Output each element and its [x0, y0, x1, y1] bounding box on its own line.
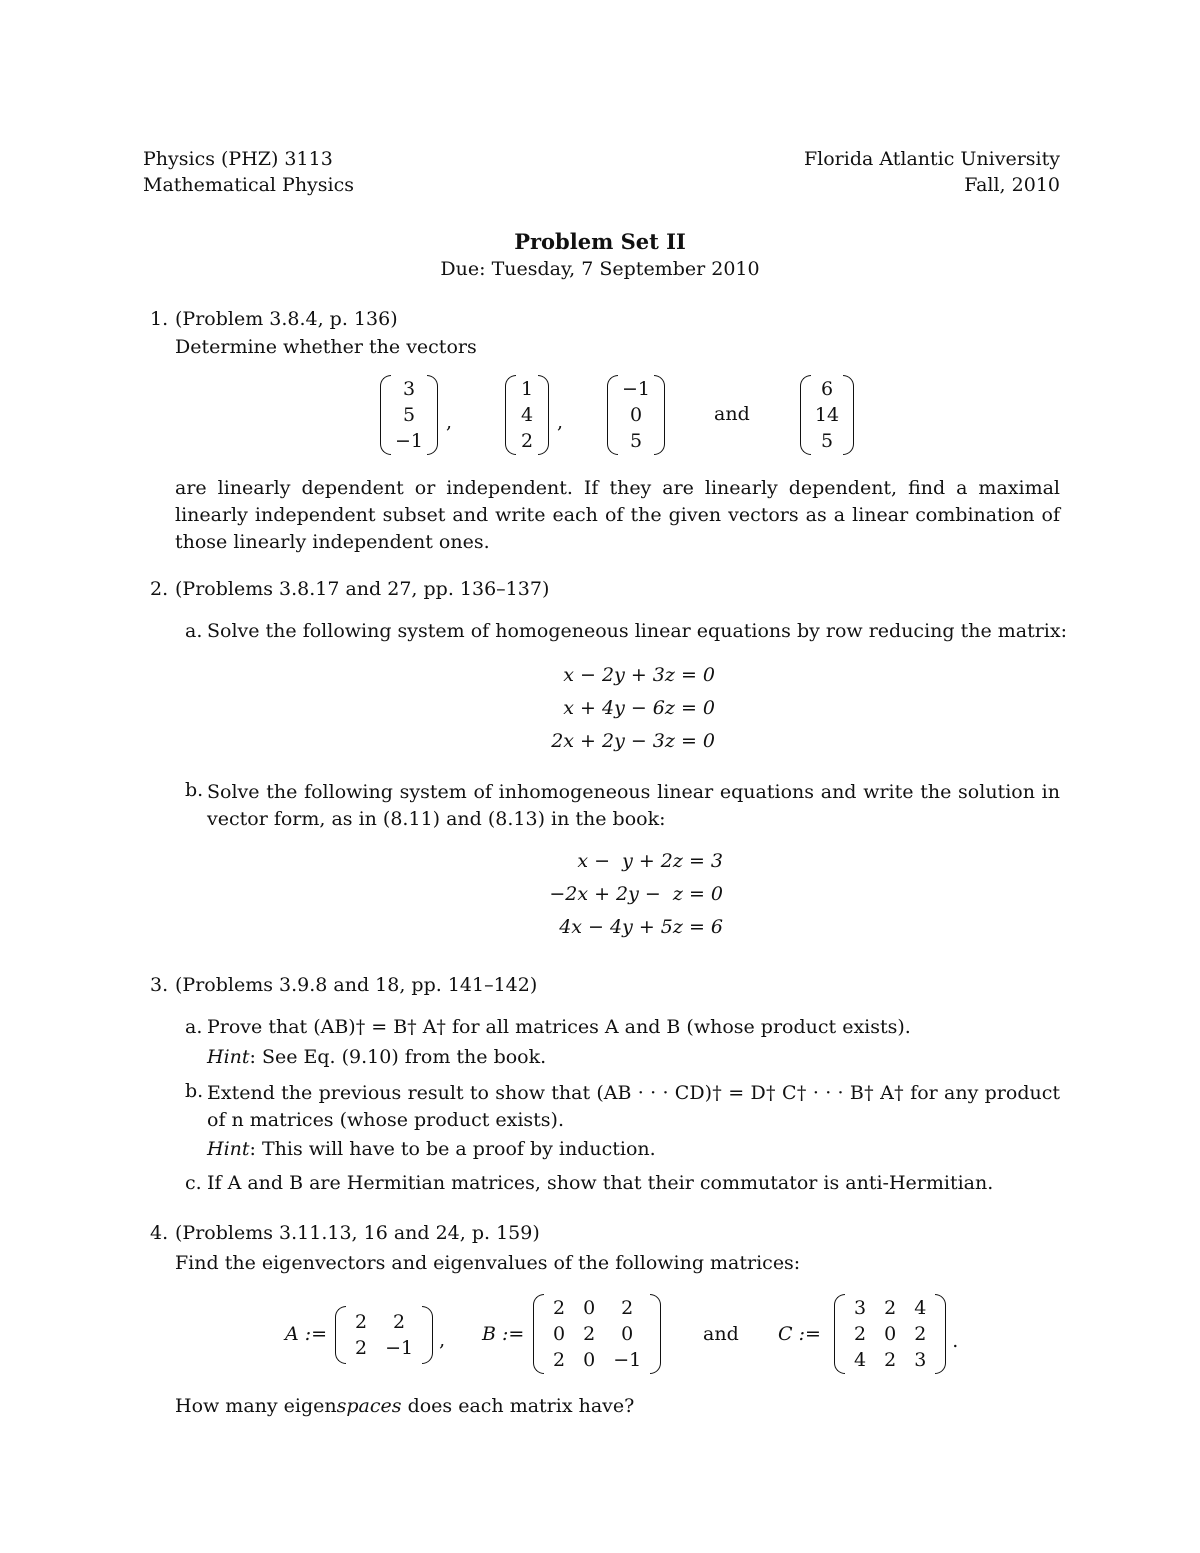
problem-2a-text: Solve the following system of homogeneous linear equations by row reducing the matrix:	[207, 620, 1068, 642]
problem-3-ref: (Problems 3.9.8 and 18, pp. 141–142)	[175, 974, 538, 996]
problem-4-question: How many eigenspaces does each matrix have?	[175, 1395, 635, 1417]
equation-2a-2: x + 4y − 6z = 0	[563, 697, 715, 719]
problem-3c-label: c.	[185, 1172, 202, 1194]
matrix-B-label: B :=	[482, 1323, 525, 1345]
problem-3c-text: If A and B are Hermitian matrices, show that their commutator is anti-Hermitian.	[207, 1172, 994, 1194]
matrix-C: 3 2 4 2 0 2 4 2 3 .	[834, 1294, 958, 1374]
university: Florida Atlantic University	[803, 148, 1060, 170]
equation-2a-1: x − 2y + 3z = 0	[563, 664, 715, 686]
course-code: Physics (PHZ) 3113	[143, 148, 333, 170]
problem-2a-label: a.	[185, 620, 203, 642]
matrix-A: 2 2 2 −1 ,	[335, 1306, 445, 1364]
course-subject: Mathematical Physics	[143, 174, 355, 196]
problem-3a-label: a.	[185, 1016, 203, 1038]
vector-2: 1 4 2 ,	[505, 375, 563, 455]
problem-1-number: 1.	[150, 308, 169, 330]
and-word-1: and	[714, 403, 750, 425]
problem-3b-label: b.	[185, 1080, 204, 1102]
problem-2-number: 2.	[150, 578, 169, 600]
equation-2b-1: x − y + 2z = 3	[577, 850, 723, 872]
problem-3b-text: Extend the previous result to show that (AB · · · CD)† = D† C† · · · B† A† for any product of n matrices (whose product exists).	[207, 1082, 1060, 1131]
term: Fall, 2010	[964, 174, 1060, 196]
due-date: Due: Tuesday, 7 September 2010	[440, 258, 760, 280]
problem-4-number: 4.	[150, 1222, 169, 1244]
equation-2a-3: 2x + 2y − 3z = 0	[551, 730, 715, 752]
problem-4-intro: Find the eigenvectors and eigenvalues of the following matrices:	[175, 1252, 801, 1274]
problem-3a-hint: Hint: See Eq. (9.10) from the book.	[207, 1046, 547, 1068]
equation-2b-2: −2x + 2y − z = 0	[549, 883, 723, 905]
problem-4-ref: (Problems 3.11.13, 16 and 24, p. 159)	[175, 1222, 540, 1244]
problem-3-number: 3.	[150, 974, 169, 996]
problem-3b-hint: Hint: This will have to be a proof by induction.	[207, 1138, 656, 1160]
page-title: Problem Set II	[514, 229, 686, 254]
problem-1-text: are linearly dependent or independent. If they are linearly dependent, find a maximal linearly independent subset and write each of the given vectors as a linear combination of those linearly independent ones.	[175, 477, 1060, 553]
problem-2-ref: (Problems 3.8.17 and 27, pp. 136–137)	[175, 578, 550, 600]
matrix-C-label: C :=	[778, 1323, 821, 1345]
vector-1: 3 5 −1 ,	[380, 375, 452, 455]
problem-2b-label: b.	[185, 779, 204, 801]
matrix-A-label: A :=	[285, 1323, 328, 1345]
equation-2b-3: 4x − 4y + 5z = 6	[559, 916, 723, 938]
and-word-2: and	[703, 1323, 739, 1345]
problem-3a-text: Prove that (AB)† = B† A† for all matrices A and B (whose product exists).	[207, 1016, 911, 1038]
problem-1-intro: Determine whether the vectors	[175, 336, 477, 358]
vector-4: 6 14 5	[800, 375, 854, 455]
vector-3: −1 0 5	[607, 375, 665, 455]
problem-2b-text: Solve the following system of inhomogeneous linear equations and write the solution in vector form, as in (8.11) and (8.13) in the book:	[207, 781, 1060, 830]
problem-1-ref: (Problem 3.8.4, p. 136)	[175, 308, 398, 330]
matrix-B: 2 0 2 0 2 0 2 0 −1	[533, 1294, 661, 1374]
